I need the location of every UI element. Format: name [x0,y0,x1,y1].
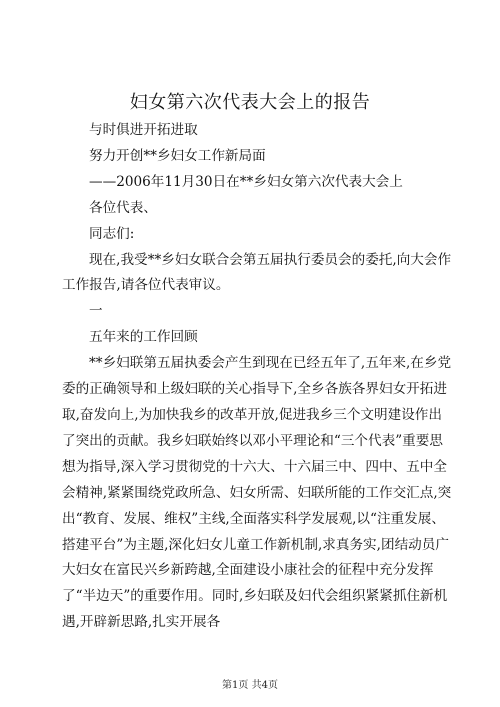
document-title: 妇女第六次代表大会上的报告 [129,92,371,113]
body-paragraph: **乡妇联第五届执委会产生到现在已经五年了,五年来,在乡党委的正确领导和上级妇联的关心指导下,全乡各族各界妇女开拓进取,奋发向上,为加快我乡的改革开放,促进我乡三个文明建设作出了突出的贡献。我乡妇联始终以邓小平理论和“三个代表”重要思想为指导,深入学习贯彻党的十六大、十六届三中、四中、五中全会精神,紧紧围绕党政所急、妇女所需、妇联所能的工作交汇点,突出“教育、发展、维权”主线,全面落实科学发展观,以“注重发展、搭建平台”为主题,深化妇女儿童工作新机制,求真务实,团结动员广大妇女在富民兴乡新跨越,全面建设小康社会的征程中充分发挥了“半边天”的重要作用。同时,乡妇联及妇代会组织紧紧抓住新机遇,开辟新思路,扎实开展各 [62,355,452,631]
heading-line-3: ——2006年11月30日在**乡妇女第六次代表大会上 [89,173,403,190]
section-heading: 五年来的工作回顾 [89,329,198,346]
document-body [62,118,452,636]
section-number: 一 [89,303,103,320]
page-footer: 第1页 共4页 [222,680,278,691]
heading-line-2: 努力开创**乡妇女工作新局面 [89,147,266,164]
salutation-line-2: 同志们: [89,225,135,242]
salutation-line-1: 各位代表、 [89,199,157,216]
intro-paragraph: 现在,我受**乡妇女联合会第五届执行委员会的委托,向大会作工作报告,请各位代表审议。 [62,251,452,294]
heading-line-1: 与时俱进开拓进取 [89,122,198,138]
